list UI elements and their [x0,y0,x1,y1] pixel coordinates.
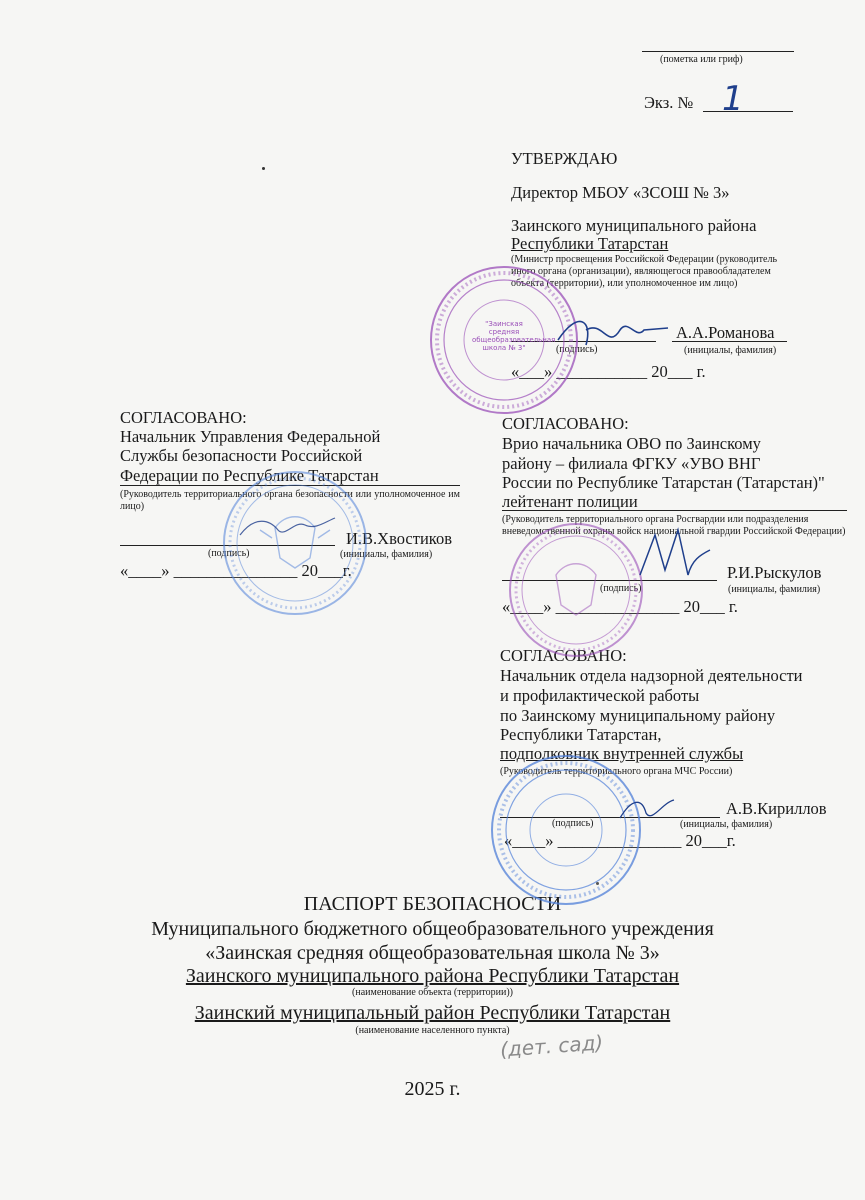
fsb-name: И.В.Хвостиков [346,529,453,548]
passport-title: ПАСПОРТ БЕЗОПАСНОСТИ [303,893,562,915]
approve-position-2: Заинского муниципального района [511,216,757,235]
mark-caption: (пометка или гриф) [660,54,743,65]
mchs-hint: (Руководитель территориального органа МЧС России) [500,766,733,777]
fsb-line-2: Службы безопасности Российской [120,446,363,465]
mchs-line-2: и профилактической работы [500,686,700,705]
copy-number-line [703,111,793,112]
speck-mark [262,167,265,170]
rosgvard-heading: СОГЛАСОВАНО: [502,414,629,433]
passport-line-3-text: Заинского муниципального района Республики Татарстан [185,965,680,987]
mchs-signature-caption: (подпись) [552,818,594,829]
signature-kirillov [612,788,682,828]
fsb-signature-caption: (подпись) [208,548,250,559]
approve-position-3: Республики Татарстан [511,234,669,253]
approve-signature-caption: (подпись) [556,344,598,355]
passport-line-2: «Заинская средняя общеобразовательная школа № 3» [205,942,660,964]
mchs-line-5: подполковник внутренней службы [500,744,744,763]
mchs-line-3: по Заинскому муниципальному району [500,706,776,725]
passport-year: 2025 г. [404,1078,461,1100]
rosgvard-date: «____» _______________ 20___ г. [502,597,738,616]
mark-line [642,51,794,52]
rosgvard-name-caption: (инициалы, фамилия) [728,584,821,595]
mchs-name-caption: (инициалы, фамилия) [680,819,773,830]
approve-name-caption: (инициалы, фамилия) [684,345,777,356]
passport-line-4-text: Заинский муниципальный район Республики Татарстан [194,1002,671,1024]
rosgvard-line-3: России по Республике Татарстан (Татарстан)" [502,473,825,492]
passport-line-4 [0,1002,865,1024]
passport-line-1: Муниципального бюджетного общеобразовательного учреждения [151,918,714,940]
speck-mark [596,882,599,885]
mchs-line-1: Начальник отдела надзорной деятельности [500,666,803,685]
approve-date: «___» ___________ 20___ г. [511,362,706,381]
signature-romanova [548,300,678,360]
mchs-line-4: Республики Татарстан, [500,725,662,744]
mchs-stamp [488,752,644,908]
passport-caption-1: (наименование объекта (территории)) [352,987,513,998]
mchs-name: А.В.Кириллов [726,799,827,818]
rosgvard-name: Р.И.Рыскулов [727,563,822,582]
rosgvard-line-4-rule [502,510,847,511]
approve-name: А.А.Романова [676,323,775,342]
rosgvard-line-4: лейтенант полиции [502,492,638,511]
fsb-heading: СОГЛАСОВАНО: [120,408,247,427]
fsb-hint: (Руководитель территориального органа безопасности или уполномоченное им лицо) [120,489,460,512]
approve-position-1: Директор МБОУ «ЗСОШ № 3» [511,183,730,202]
fsb-date: «____» _______________ 20___г. [120,561,352,580]
rosgvard-signature-caption: (подпись) [600,583,642,594]
fsb-line-3: Федерации по Республике Татарстан [120,466,379,485]
copy-label: Экз. № [644,93,694,112]
rosgvard-line-1: Врио начальника ОВО по Заинскому [502,434,761,453]
signature-khvostikov [230,500,340,550]
fsb-line-1: Начальник Управления Федеральной [120,427,381,446]
approve-heading: УТВЕРЖДАЮ [511,149,618,168]
signature-ryskulov [630,520,720,590]
copy-number: 1 [722,79,744,119]
fsb-name-caption: (инициалы, фамилия) [340,549,433,560]
approve-hint: (Министр просвещения Российской Федерации (руководитель иного органа (организации), являющегося правообладателем объекта (территории), или уполномоченное им лицо) [511,254,778,289]
rosgvard-hint: (Руководитель территориального органа Росгвардии или подразделения вневедомственной охраны войск национальной гвардии Российской Федерации) [502,514,846,537]
rosgvard-stamp [506,520,646,660]
handwritten-note: (дет. сад) [499,1030,604,1062]
school-stamp-center-text: "Заинская средняя общеобразовательная школа № 3" [472,320,556,352]
passport-line-3 [0,965,865,987]
rosgvard-line-2: району – филиала ФГКУ «УВО ВНГ [502,454,761,473]
passport-caption-2: (наименование населенного пункта) [355,1025,510,1036]
mchs-date: «____» _______________ 20___г. [504,831,736,850]
mchs-heading: СОГЛАСОВАНО: [500,646,627,665]
